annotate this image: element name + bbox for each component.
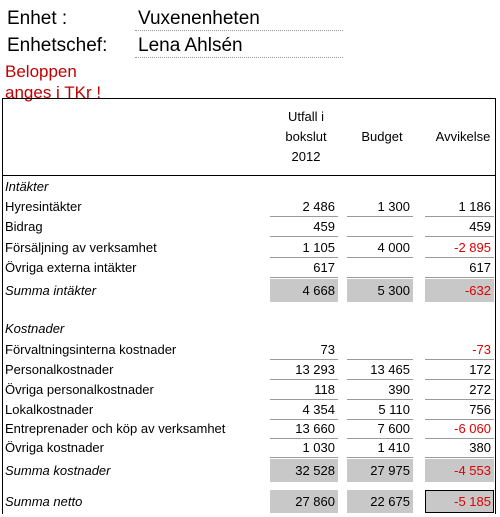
budget-cell: 27 975 bbox=[347, 459, 413, 482]
avvikelse-cell: -73 bbox=[425, 340, 494, 360]
budget-cell: 5 300 bbox=[347, 279, 413, 302]
table-row bbox=[0, 380, 500, 400]
avvikelse-cell: -2 895 bbox=[425, 238, 494, 258]
amount-note-line2: anges i TKr ! bbox=[5, 83, 102, 102]
kostnader-heading: Kostnader bbox=[5, 321, 65, 336]
table-row bbox=[0, 419, 500, 439]
utfall-cell: 1 030 bbox=[270, 438, 338, 458]
column-header-utfall bbox=[272, 107, 340, 167]
avvikelse-cell: -6 060 bbox=[425, 419, 494, 439]
utfall-cell: 4 668 bbox=[270, 279, 338, 302]
row-label: Summa intäkter bbox=[5, 283, 97, 298]
utfall-cell: 27 860 bbox=[270, 490, 338, 513]
avvikelse-cell: 617 bbox=[425, 258, 494, 278]
summa-netto-row bbox=[0, 490, 500, 510]
avvikelse-cell: -5 185 bbox=[425, 490, 494, 513]
budget-cell: 1 410 bbox=[347, 438, 413, 458]
summa-kostnader-row bbox=[0, 459, 500, 479]
utfall-line3: 2012 bbox=[291, 149, 321, 164]
row-label: Försäljning av verksamhet bbox=[5, 240, 157, 255]
utfall-cell: 13 293 bbox=[270, 360, 338, 380]
avvikelse-cell: 272 bbox=[425, 380, 494, 400]
table-row bbox=[0, 438, 500, 458]
avvikelse-cell: 459 bbox=[425, 217, 494, 237]
budget-cell: 5 110 bbox=[347, 400, 413, 420]
row-label: Summa kostnader bbox=[5, 463, 111, 478]
utfall-cell: 1 105 bbox=[270, 238, 338, 258]
budget-cell: 7 600 bbox=[347, 419, 413, 439]
avvikelse-cell: -632 bbox=[425, 279, 494, 302]
column-header-budget: Budget bbox=[361, 129, 403, 144]
budget-cell bbox=[347, 217, 413, 237]
section-heading-intakter bbox=[0, 177, 500, 197]
budget-cell: 13 465 bbox=[347, 360, 413, 380]
row-label: Lokalkostnader bbox=[5, 402, 94, 417]
table-row bbox=[0, 217, 500, 237]
amount-note-line1: Beloppen bbox=[5, 62, 77, 81]
table-row bbox=[0, 340, 500, 360]
utfall-cell: 4 354 bbox=[270, 400, 338, 420]
intakter-heading: Intäkter bbox=[5, 179, 49, 194]
row-label: Entreprenader och köp av verksamhet bbox=[5, 421, 226, 436]
avvikelse-cell: 172 bbox=[425, 360, 494, 380]
budget-cell: 390 bbox=[347, 380, 413, 400]
utfall-line2: bokslut bbox=[285, 129, 327, 144]
header-divider bbox=[2, 175, 496, 176]
utfall-cell: 118 bbox=[270, 380, 338, 400]
table-row bbox=[0, 197, 500, 217]
budget-cell: 1 300 bbox=[347, 197, 413, 217]
table-row bbox=[0, 360, 500, 380]
utfall-cell: 459 bbox=[270, 217, 338, 237]
utfall-cell: 13 660 bbox=[270, 419, 338, 439]
row-label: Bidrag bbox=[5, 219, 43, 234]
utfall-cell: 2 486 bbox=[270, 197, 338, 217]
avvikelse-cell: 1 186 bbox=[425, 197, 494, 217]
avvikelse-cell: 756 bbox=[425, 400, 494, 420]
summa-intakter-row bbox=[0, 279, 500, 299]
row-label: Övriga personalkostnader bbox=[5, 382, 154, 397]
column-header-avvikelse: Avvikelse bbox=[435, 129, 491, 144]
row-label: Hyresintäkter bbox=[5, 199, 82, 214]
utfall-cell: 73 bbox=[270, 340, 338, 360]
budget-cell: 4 000 bbox=[347, 238, 413, 258]
budget-cell: 22 675 bbox=[347, 490, 413, 513]
row-label: Övriga externa intäkter bbox=[5, 260, 137, 275]
section-heading-kostnader bbox=[0, 319, 500, 339]
enhetschef-label: Enhetschef: bbox=[7, 35, 108, 56]
enhet-label: Enhet : bbox=[7, 8, 68, 29]
utfall-cell: 32 528 bbox=[270, 459, 338, 482]
row-label: Summa netto bbox=[5, 494, 83, 509]
avvikelse-cell: -4 553 bbox=[425, 459, 494, 482]
avvikelse-cell: 380 bbox=[425, 438, 494, 458]
budget-cell bbox=[347, 340, 413, 360]
enhetschef-value: Lena Ahlsén bbox=[135, 35, 343, 58]
table-row bbox=[0, 238, 500, 258]
enhet-value: Vuxenenheten bbox=[135, 8, 343, 31]
row-label: Förvaltningsinterna kostnader bbox=[5, 342, 177, 357]
utfall-cell: 617 bbox=[270, 258, 338, 278]
row-label: Övriga kostnader bbox=[5, 440, 104, 455]
budget-cell bbox=[347, 258, 413, 278]
row-label: Personalkostnader bbox=[5, 362, 114, 377]
table-row bbox=[0, 400, 500, 420]
utfall-line1: Utfall i bbox=[287, 109, 325, 124]
table-row bbox=[0, 258, 500, 278]
